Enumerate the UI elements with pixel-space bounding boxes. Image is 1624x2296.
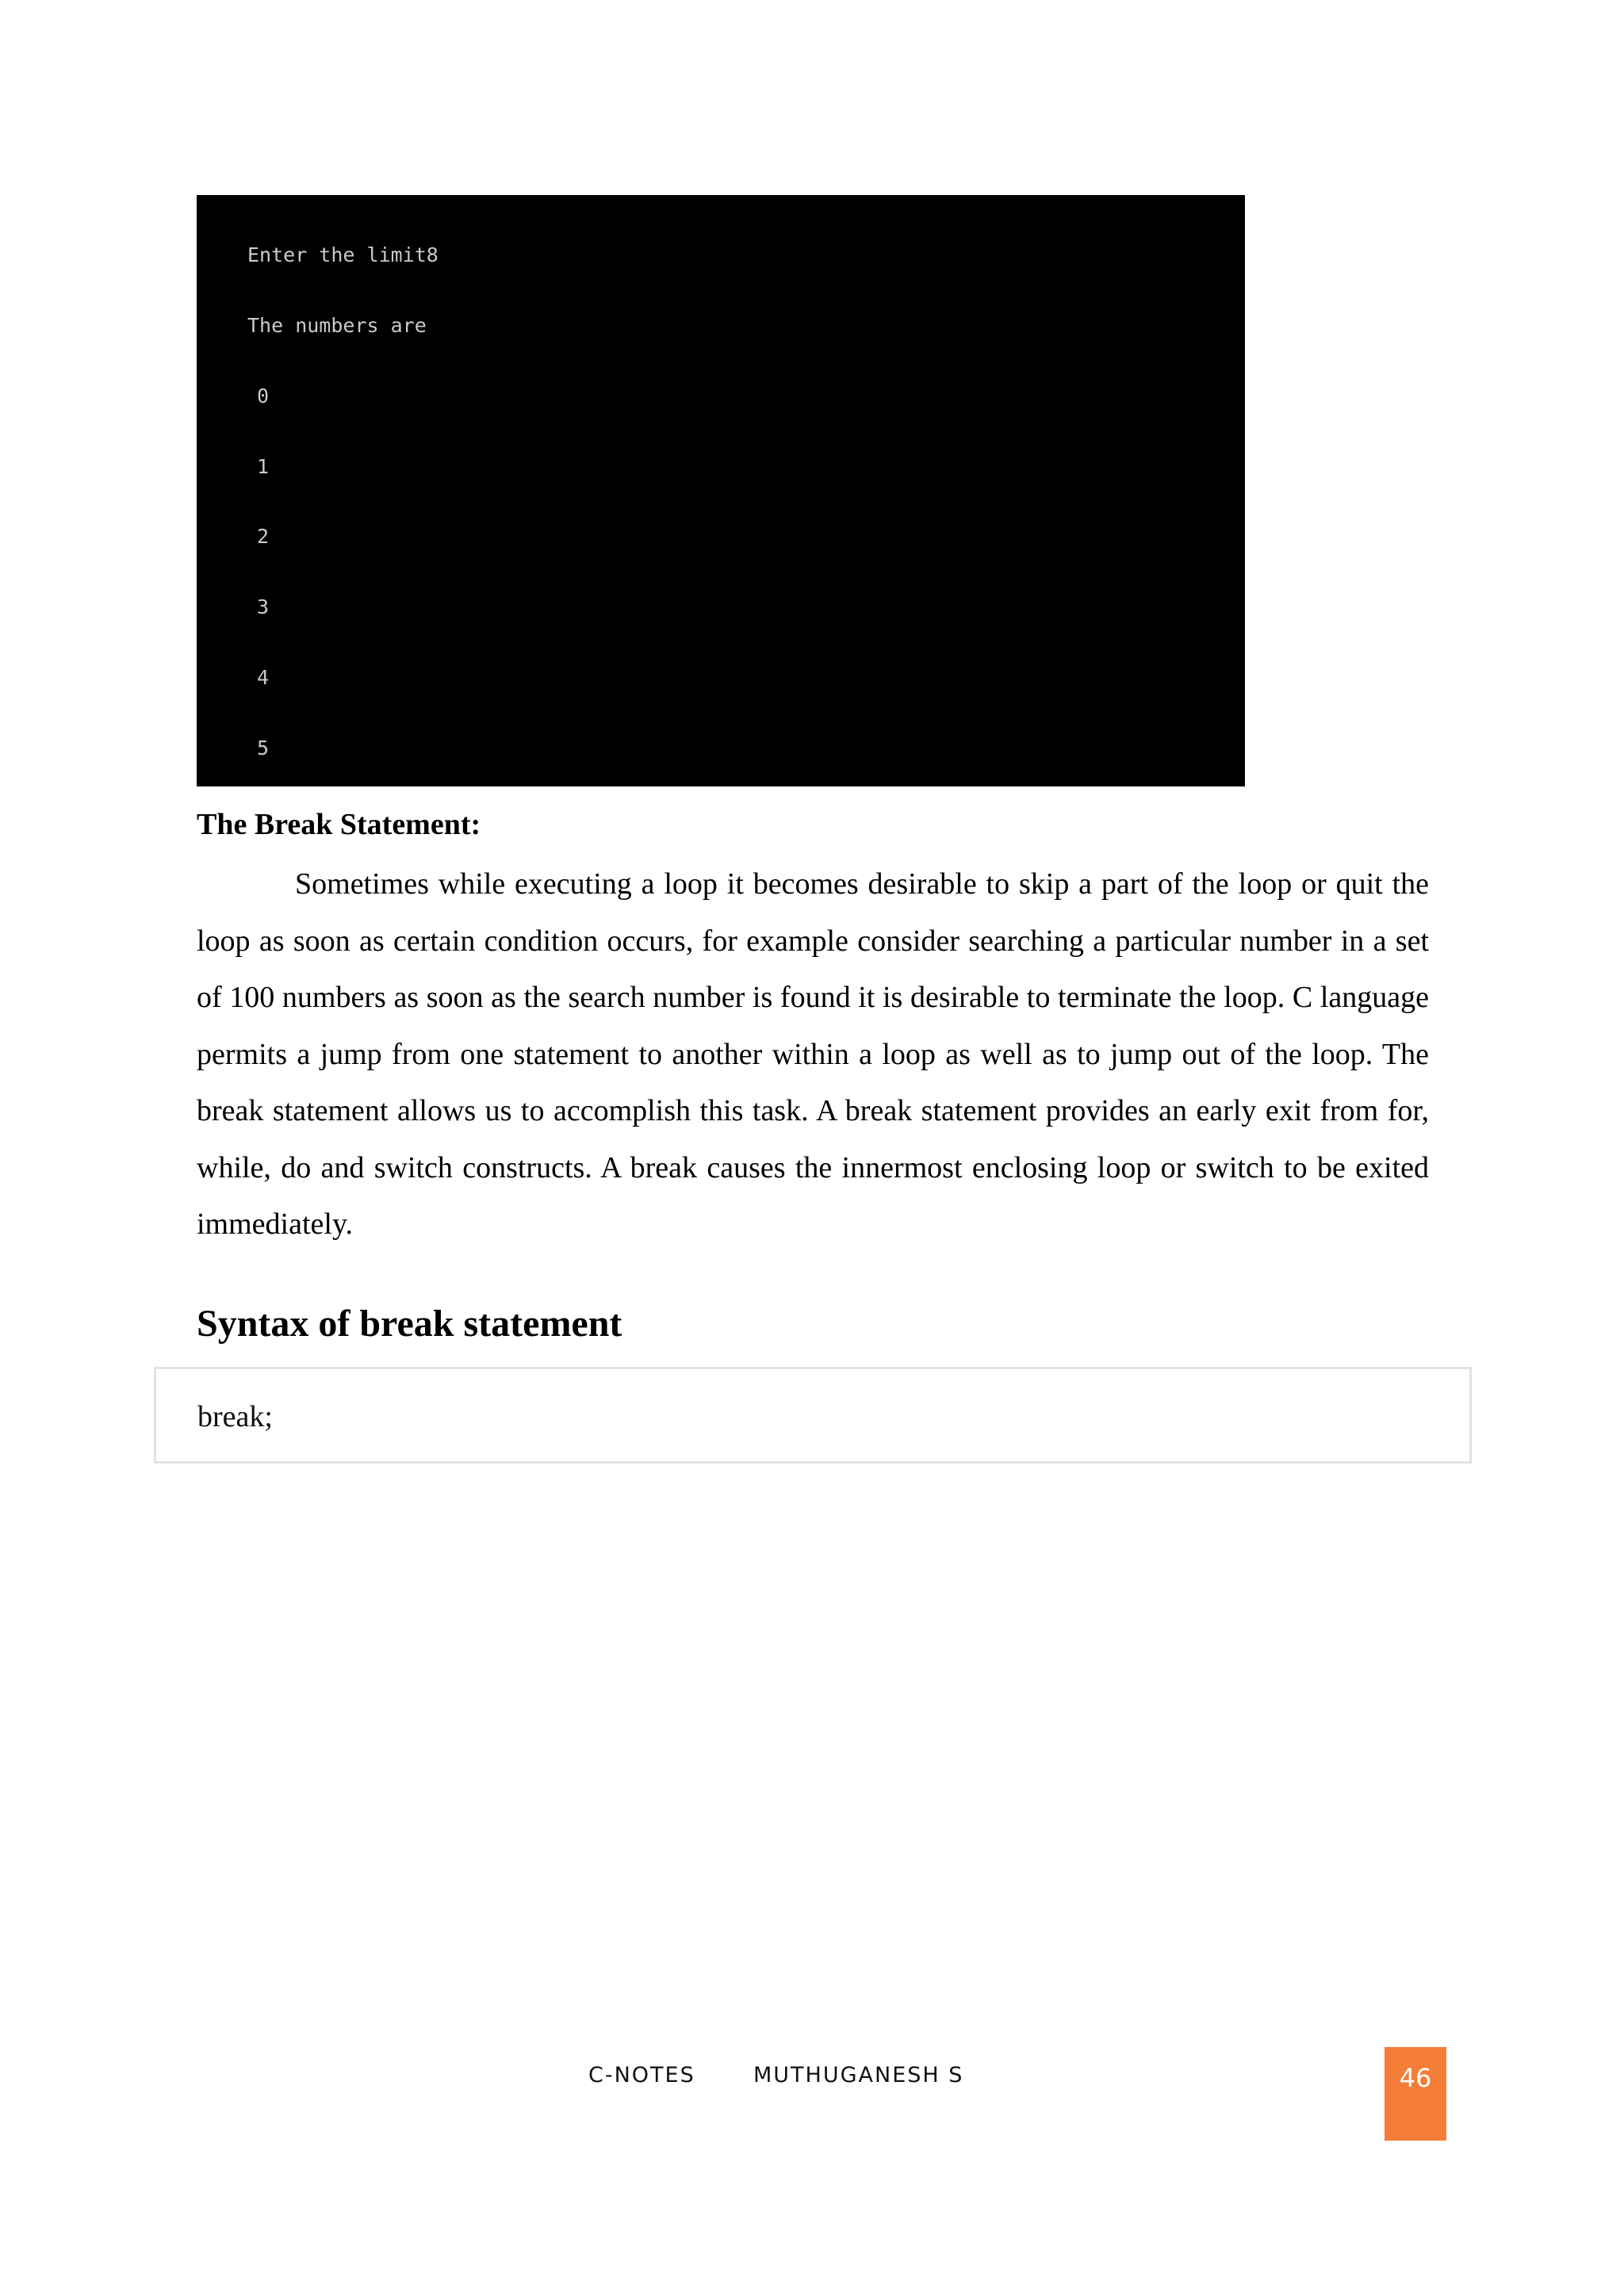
console-line: The numbers are [247, 313, 427, 337]
console-line: 0 [257, 384, 270, 408]
console-output-screenshot [197, 195, 1245, 786]
console-line: 3 [257, 595, 270, 619]
page-footer [0, 2063, 1624, 2103]
syntax-heading: Syntax of break statement [197, 1303, 622, 1345]
body-paragraph: Sometimes while executing a loop it becomes desirable to skip a part of the loop or quit the loop as soon as certain condition occurs, for example consider searching a particular number in a set of 100 numbers as soon as the search number is found it is desirable to terminate the loop. C language permits a jump from one statement to another within a loop as well as to jump out of the loop. The break statement allows us to accomplish this task. A break statement provides an early exit from for, while, do and switch constructs. A break causes the innermost enclosing loop or switch to be exited immediately. [197, 867, 1429, 1241]
footer-book-title: C-NOTES [588, 2063, 695, 2087]
page-number: 46 [1399, 2063, 1432, 2093]
console-line: 2 [257, 525, 270, 549]
code-text: break; [197, 1400, 273, 1433]
section-heading: The Break Statement: [197, 808, 481, 841]
page-number-badge [1385, 2047, 1446, 2141]
console-line: 5 [257, 736, 270, 760]
console-line: 1 [257, 454, 270, 478]
footer-author: MUTHUGANESH S [753, 2063, 964, 2087]
console-lines [247, 197, 439, 786]
code-box [154, 1367, 1472, 1464]
console-line: 4 [257, 665, 270, 689]
console-line: Enter the limit8 [247, 243, 439, 267]
